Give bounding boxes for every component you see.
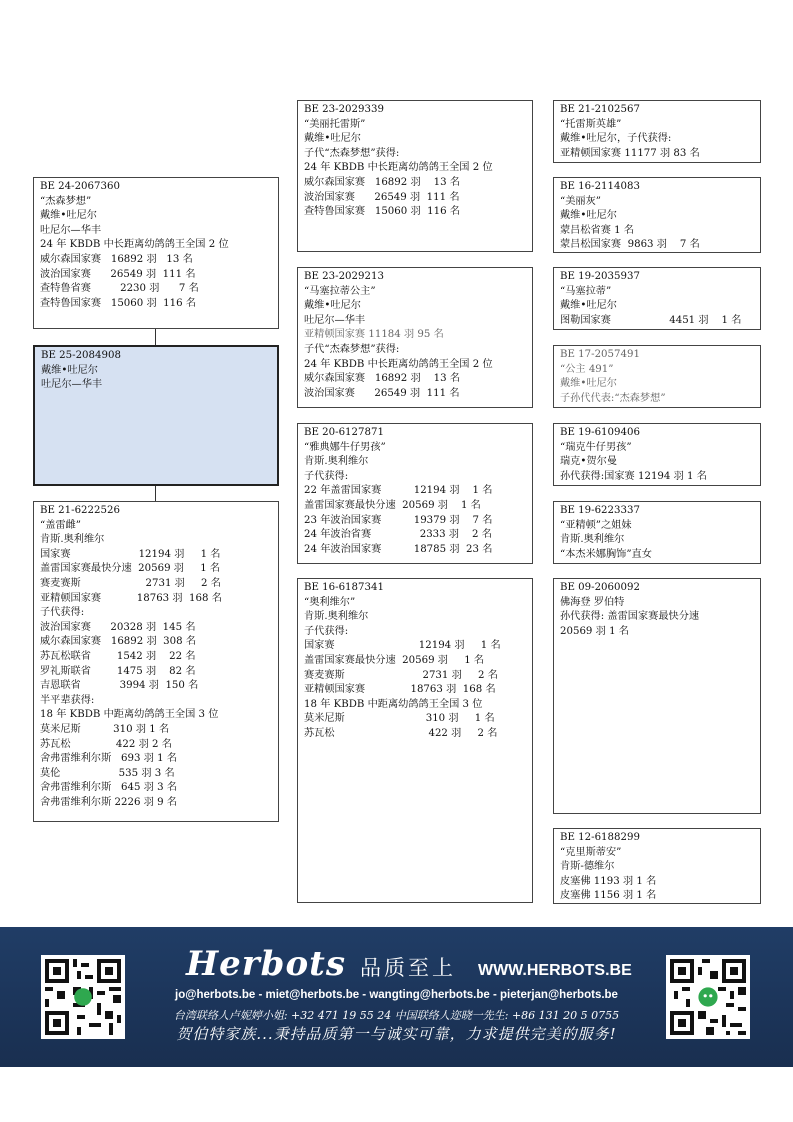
pedigree-line: 子代“杰森梦想”获得: bbox=[304, 147, 400, 159]
pedigree-line: 戴维•吐尼尔 bbox=[560, 378, 617, 390]
pedigree-line: BE 16-2114083 bbox=[560, 181, 640, 192]
pedigree-line: BE 25-2084908 bbox=[41, 350, 121, 361]
pedigree-line: 22 年盖雷国家赛 12194 羽 1 名 bbox=[304, 485, 493, 497]
pedigree-line: 吐尼尔—华丰 bbox=[304, 314, 366, 326]
pedigree-line: 罗礼斯联省 1475 羽 82 名 bbox=[40, 665, 196, 677]
pedigree-line: 舍弗雷维利尔斯 693 羽 1 名 bbox=[40, 753, 178, 765]
pedigree-line: 亚精顿国家赛 18763 羽 168 名 bbox=[40, 592, 222, 604]
pedigree-line: 查特鲁国家赛 15060 羽 116 名 bbox=[304, 206, 461, 218]
pedigree-line: 孙代获得:国家赛 12194 羽 1 名 bbox=[560, 470, 707, 482]
footer-banner bbox=[0, 927, 793, 1067]
pedigree-sire-dam-card bbox=[297, 267, 533, 408]
pedigree-line: 子代获得: bbox=[304, 625, 349, 637]
pedigree-line: 亚精顿国家赛 11177 羽 83 名 bbox=[560, 147, 700, 159]
footer-brand bbox=[186, 944, 632, 984]
pedigree-line: BE 09-2060092 bbox=[560, 582, 640, 593]
pedigree-line: 图勒国家赛 4451 羽 1 名 bbox=[560, 314, 742, 326]
pedigree-dam-card bbox=[33, 501, 279, 822]
pedigree-line: 舍弗雷维利尔斯 645 羽 3 名 bbox=[40, 782, 178, 794]
connector-sire-main bbox=[155, 329, 156, 346]
pedigree-line: BE 19-2035937 bbox=[560, 271, 640, 282]
pedigree-line: 赛麦赛斯 2731 羽 2 名 bbox=[304, 669, 498, 681]
pedigree-line: 蒙吕松国家赛 9863 羽 7 名 bbox=[560, 239, 700, 251]
pedigree-line: 莫米尼斯 310 羽 1 名 bbox=[304, 713, 495, 725]
pedigree-line: “美丽灰” bbox=[560, 195, 601, 207]
pedigree-line: 20569 羽 1 名 bbox=[560, 625, 629, 637]
pedigree-line: 莫米尼斯 310 羽 1 名 bbox=[40, 723, 170, 735]
pedigree-line: 23 年波治国家赛 19379 羽 7 名 bbox=[304, 514, 493, 526]
footer-emails[interactable]: jo@herbots.be - miet@herbots.be - wangting@herbots.be - pieterjan@herbots.be bbox=[175, 989, 618, 1001]
pedigree-line: 24 年波治省赛 2333 羽 2 名 bbox=[304, 529, 492, 541]
pedigree-line: 蒙吕松省赛 1 名 bbox=[560, 224, 635, 236]
pedigree-line: “瑞克牛仔男孩” bbox=[560, 441, 632, 453]
pedigree-line: 24 年 KBDB 中长距离幼鸽鸽王全国 2 位 bbox=[304, 162, 493, 174]
pedigree-line: 赛麦赛斯 2731 羽 2 名 bbox=[40, 577, 221, 589]
pedigree-line: 24 年波治国家赛 18785 羽 23 名 bbox=[304, 543, 493, 555]
pedigree-line: BE 19-6109406 bbox=[560, 427, 640, 438]
pedigree-line: 子孙代代表:“杰森梦想” bbox=[560, 392, 666, 404]
pedigree-dss-card bbox=[553, 423, 761, 486]
pedigree-line: BE 20-6127871 bbox=[304, 427, 384, 438]
pedigree-line: “美丽托雷斯” bbox=[304, 118, 366, 130]
pedigree-main-card bbox=[33, 345, 279, 486]
website-link[interactable]: WWW.HERBOTS.BE bbox=[477, 962, 632, 979]
pedigree-line: “马塞拉蒂公主” bbox=[304, 285, 376, 297]
pedigree-line: 肯斯.奥利维尔 bbox=[560, 534, 625, 546]
pedigree-line: 亚精顿国家赛 18763 羽 168 名 bbox=[304, 684, 496, 696]
pedigree-line: 戴维•吐尼尔 bbox=[41, 364, 98, 376]
pedigree-line: 查特鲁省赛 2230 羽 7 名 bbox=[40, 283, 199, 295]
pedigree-sss-card bbox=[553, 100, 761, 163]
pedigree-line: 盖雷国家赛最快分速 20569 羽 1 名 bbox=[40, 563, 221, 575]
pedigree-dam-dam-card bbox=[297, 578, 533, 903]
pedigree-line: 24 年 KBDB 中长距离幼鸽鸽王全国 2 位 bbox=[40, 239, 229, 251]
pedigree-line: 亚精顿国家赛 11184 羽 95 名 bbox=[304, 329, 444, 341]
pedigree-line: “马塞拉蒂” bbox=[560, 285, 612, 297]
pedigree-dsd-card bbox=[553, 501, 761, 564]
pedigree-line: 波治国家赛 20328 羽 145 名 bbox=[40, 621, 196, 633]
pedigree-line: BE 23-2029339 bbox=[304, 104, 384, 115]
pedigree-line: BE 21-2102567 bbox=[560, 104, 640, 115]
pedigree-line: “克里斯蒂安” bbox=[560, 846, 622, 858]
connector-main-dam bbox=[155, 486, 156, 501]
pedigree-line: 佛海登 罗伯特 bbox=[560, 596, 625, 608]
pedigree-sire-card bbox=[33, 177, 279, 329]
pedigree-line: 查特鲁国家赛 15060 羽 116 名 bbox=[40, 297, 197, 309]
pedigree-sdd-card bbox=[553, 345, 761, 408]
pedigree-line: “托雷斯英雄” bbox=[560, 118, 622, 130]
pedigree-line: BE 16-6187341 bbox=[304, 582, 384, 593]
pedigree-line: 孙代获得: 盖雷国家赛最快分速 bbox=[560, 611, 700, 623]
pedigree-line: 吐尼尔—华丰 bbox=[40, 224, 102, 236]
pedigree-line: 波治国家赛 26549 羽 111 名 bbox=[304, 191, 460, 203]
pedigree-line: 苏瓦松 422 羽 2 名 bbox=[304, 727, 498, 739]
pedigree-line: 苏瓦松联省 1542 羽 22 名 bbox=[40, 650, 196, 662]
pedigree-line: 波治国家赛 26549 羽 111 名 bbox=[304, 387, 460, 399]
footer-tagline: 贺伯特家族...秉持品质第一与诚实可靠，力求提供完美的服务! bbox=[176, 1025, 617, 1043]
pedigree-line: 肯斯.奥利维尔 bbox=[304, 456, 369, 468]
pedigree-line: “亚精顿”之姐妹 bbox=[560, 519, 632, 531]
pedigree-ssd-card bbox=[553, 177, 761, 253]
pedigree-line: 肯斯.奥利维尔 bbox=[40, 534, 105, 546]
pedigree-line: 国家赛 12194 羽 1 名 bbox=[304, 640, 501, 652]
pedigree-line: “雅典娜牛仔男孩” bbox=[304, 441, 386, 453]
pedigree-line: 18 年 KBDB 中距离幼鸽鸽王全国 3 位 bbox=[304, 698, 483, 710]
pedigree-line: 威尔森国家赛 16892 羽 13 名 bbox=[304, 176, 461, 188]
pedigree-dds-card bbox=[553, 578, 761, 814]
pedigree-line: “本杰米娜胸饰”直女 bbox=[560, 548, 652, 560]
pedigree-line: BE 17-2057491 bbox=[560, 349, 640, 360]
pedigree-line: 皮塞佛 1193 羽 1 名 bbox=[560, 875, 657, 887]
pedigree-line: 戴维•吐尼尔 bbox=[304, 133, 361, 145]
pedigree-line: 戴维•吐尼尔，子代获得: bbox=[560, 133, 672, 145]
pedigree-line: 舍弗雷维利尔斯 2226 羽 9 名 bbox=[40, 796, 178, 808]
footer-contacts: 台湾联络人卢妮婷小姐: +32 471 19 55 24 中国联络人迩晓一先生: +86 131 20 5 0755 bbox=[173, 1009, 620, 1022]
pedigree-line: 皮塞佛 1156 羽 1 名 bbox=[560, 890, 657, 902]
pedigree-sire-sire-card bbox=[297, 100, 533, 252]
pedigree-ddd-card bbox=[553, 828, 761, 904]
pedigree-line: 瑞克•贺尔曼 bbox=[560, 456, 617, 468]
pedigree-line: 国家赛 12194 羽 1 名 bbox=[40, 548, 221, 560]
pedigree-line: 戴维•吐尼尔 bbox=[560, 210, 617, 222]
pedigree-line: 吉恩联省 3994 羽 150 名 bbox=[40, 680, 199, 692]
pedigree-line: “公主 491” bbox=[560, 363, 614, 375]
pedigree-line: 盖雷国家赛最快分速 20569 羽 1 名 bbox=[304, 499, 481, 511]
pedigree-line: BE 24-2067360 bbox=[40, 181, 120, 192]
pedigree-line: BE 19-6223337 bbox=[560, 505, 640, 516]
pedigree-line: “奥利维尔” bbox=[304, 596, 356, 608]
pedigree-line: 24 年 KBDB 中长距离幼鸽鸽王全国 2 位 bbox=[304, 358, 493, 370]
pedigree-line: 戴维•吐尼尔 bbox=[304, 300, 361, 312]
pedigree-line: 肯斯-德维尔 bbox=[560, 861, 615, 873]
pedigree-line: 莫伦 535 羽 3 名 bbox=[40, 767, 175, 779]
pedigree-line: BE 12-6188299 bbox=[560, 832, 640, 843]
pedigree-line: 盖雷国家赛最快分速 20569 羽 1 名 bbox=[304, 654, 485, 666]
pedigree-line: 吐尼尔—华丰 bbox=[41, 379, 103, 391]
herbots-logo: Herbots bbox=[186, 944, 346, 984]
pedigree-line: 子代获得: bbox=[304, 470, 349, 482]
pedigree-line: 肯斯.奥利维尔 bbox=[304, 611, 369, 623]
pedigree-dam-sire-card bbox=[297, 423, 533, 564]
pedigree-line: BE 21-6222526 bbox=[40, 505, 120, 516]
pedigree-line: 威尔森国家赛 16892 羽 13 名 bbox=[40, 253, 193, 265]
pedigree-line: 威尔森国家赛 16892 羽 308 名 bbox=[40, 636, 197, 648]
pedigree-line: “盖雷雌” bbox=[40, 519, 81, 531]
pedigree-line: 波治国家赛 26549 羽 111 名 bbox=[40, 268, 196, 280]
pedigree-sds-card bbox=[553, 267, 761, 330]
pedigree-line: 18 年 KBDB 中距离幼鸽鸽王全国 3 位 bbox=[40, 709, 219, 721]
pedigree-line: 戴维•吐尼尔 bbox=[40, 210, 97, 222]
pedigree-line: BE 23-2029213 bbox=[304, 271, 384, 282]
pedigree-line: 威尔森国家赛 16892 羽 13 名 bbox=[304, 373, 461, 385]
pedigree-line: 子代“杰森梦想”获得: bbox=[304, 343, 400, 355]
footer-slogan: 品质至上 bbox=[359, 956, 456, 980]
pedigree-line: “杰森梦想” bbox=[40, 195, 92, 207]
pedigree-line: 半平辈获得: bbox=[40, 694, 95, 706]
pedigree-line: 子代获得: bbox=[40, 607, 85, 619]
pedigree-line: 戴维•吐尼尔 bbox=[560, 300, 617, 312]
pedigree-line: 苏瓦松 422 羽 2 名 bbox=[40, 738, 172, 750]
